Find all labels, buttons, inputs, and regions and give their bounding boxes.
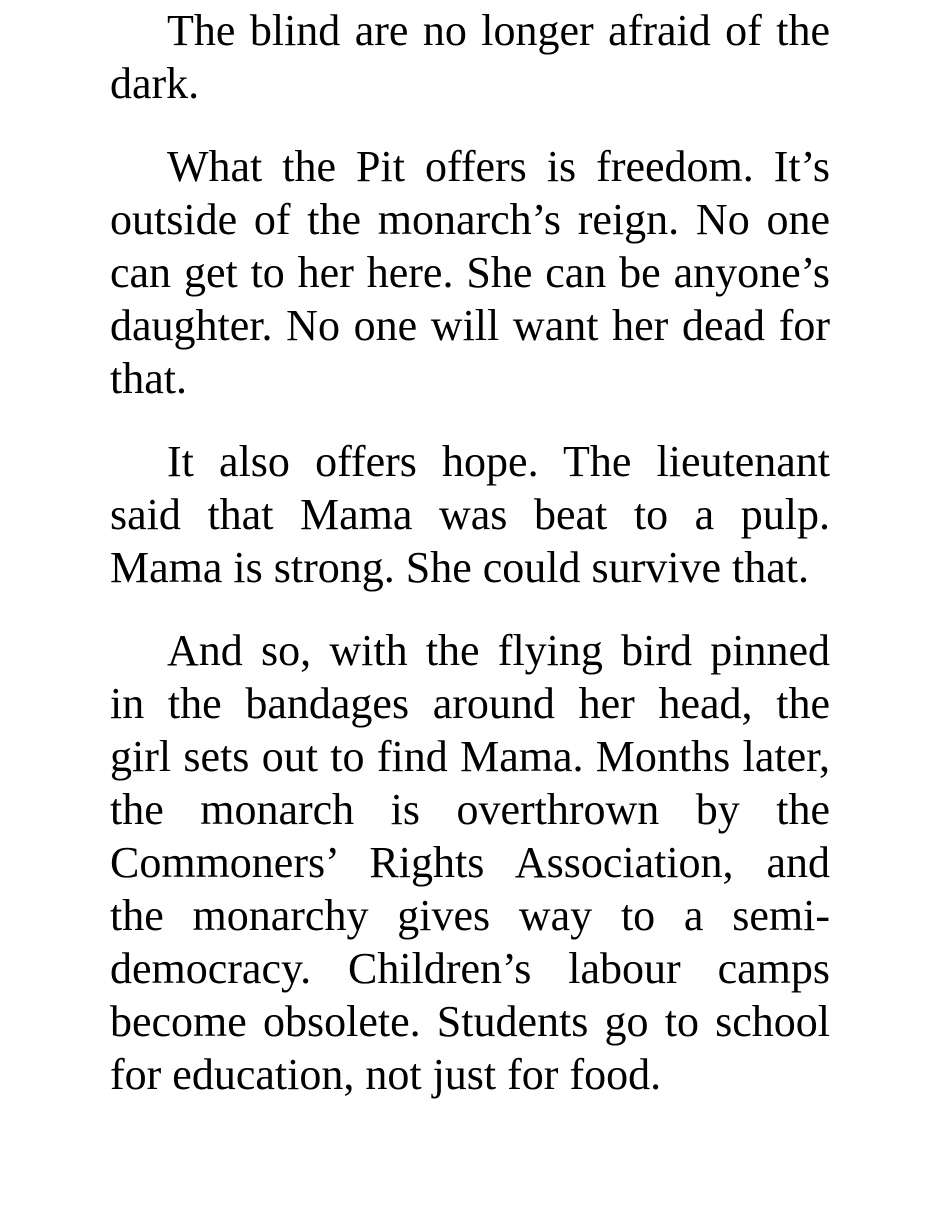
text-line: What the Pit offers is freedom. It’s (167, 142, 830, 191)
text-line: said that Mama was beat to a pulp. (110, 490, 830, 539)
text-line: that. (110, 354, 187, 403)
text-line: become obsolete. Students go to school (110, 997, 830, 1046)
paragraph (110, 4, 830, 110)
page-text (110, 4, 830, 1101)
text-line: the monarch is overthrown by the (110, 785, 830, 834)
text-line: dark. (110, 59, 200, 108)
paragraph (110, 435, 830, 594)
paragraph (110, 140, 830, 405)
text-line: girl sets out to find Mama. Months later, (110, 732, 830, 781)
paragraph (110, 624, 830, 1101)
text-line: It also offers hope. The lieutenant (167, 437, 830, 486)
text-line: Mama is strong. She could survive that. (110, 543, 810, 592)
text-line: The blind are no longer afraid of the (167, 6, 830, 55)
text-line: can get to her here. She can be anyone’s (110, 248, 830, 297)
text-line: in the bandages around her head, the (110, 679, 830, 728)
text-line: democracy. Children’s labour camps (110, 944, 830, 993)
text-line: for education, not just for food. (110, 1050, 662, 1099)
text-line: outside of the monarch’s reign. No one (110, 195, 830, 244)
text-line: the monarchy gives way to a semi- (110, 891, 830, 940)
text-line: Commoners’ Rights Association, and (110, 838, 830, 887)
text-line: daughter. No one will want her dead for (110, 301, 830, 350)
text-line: And so, with the flying bird pinned (167, 626, 830, 675)
